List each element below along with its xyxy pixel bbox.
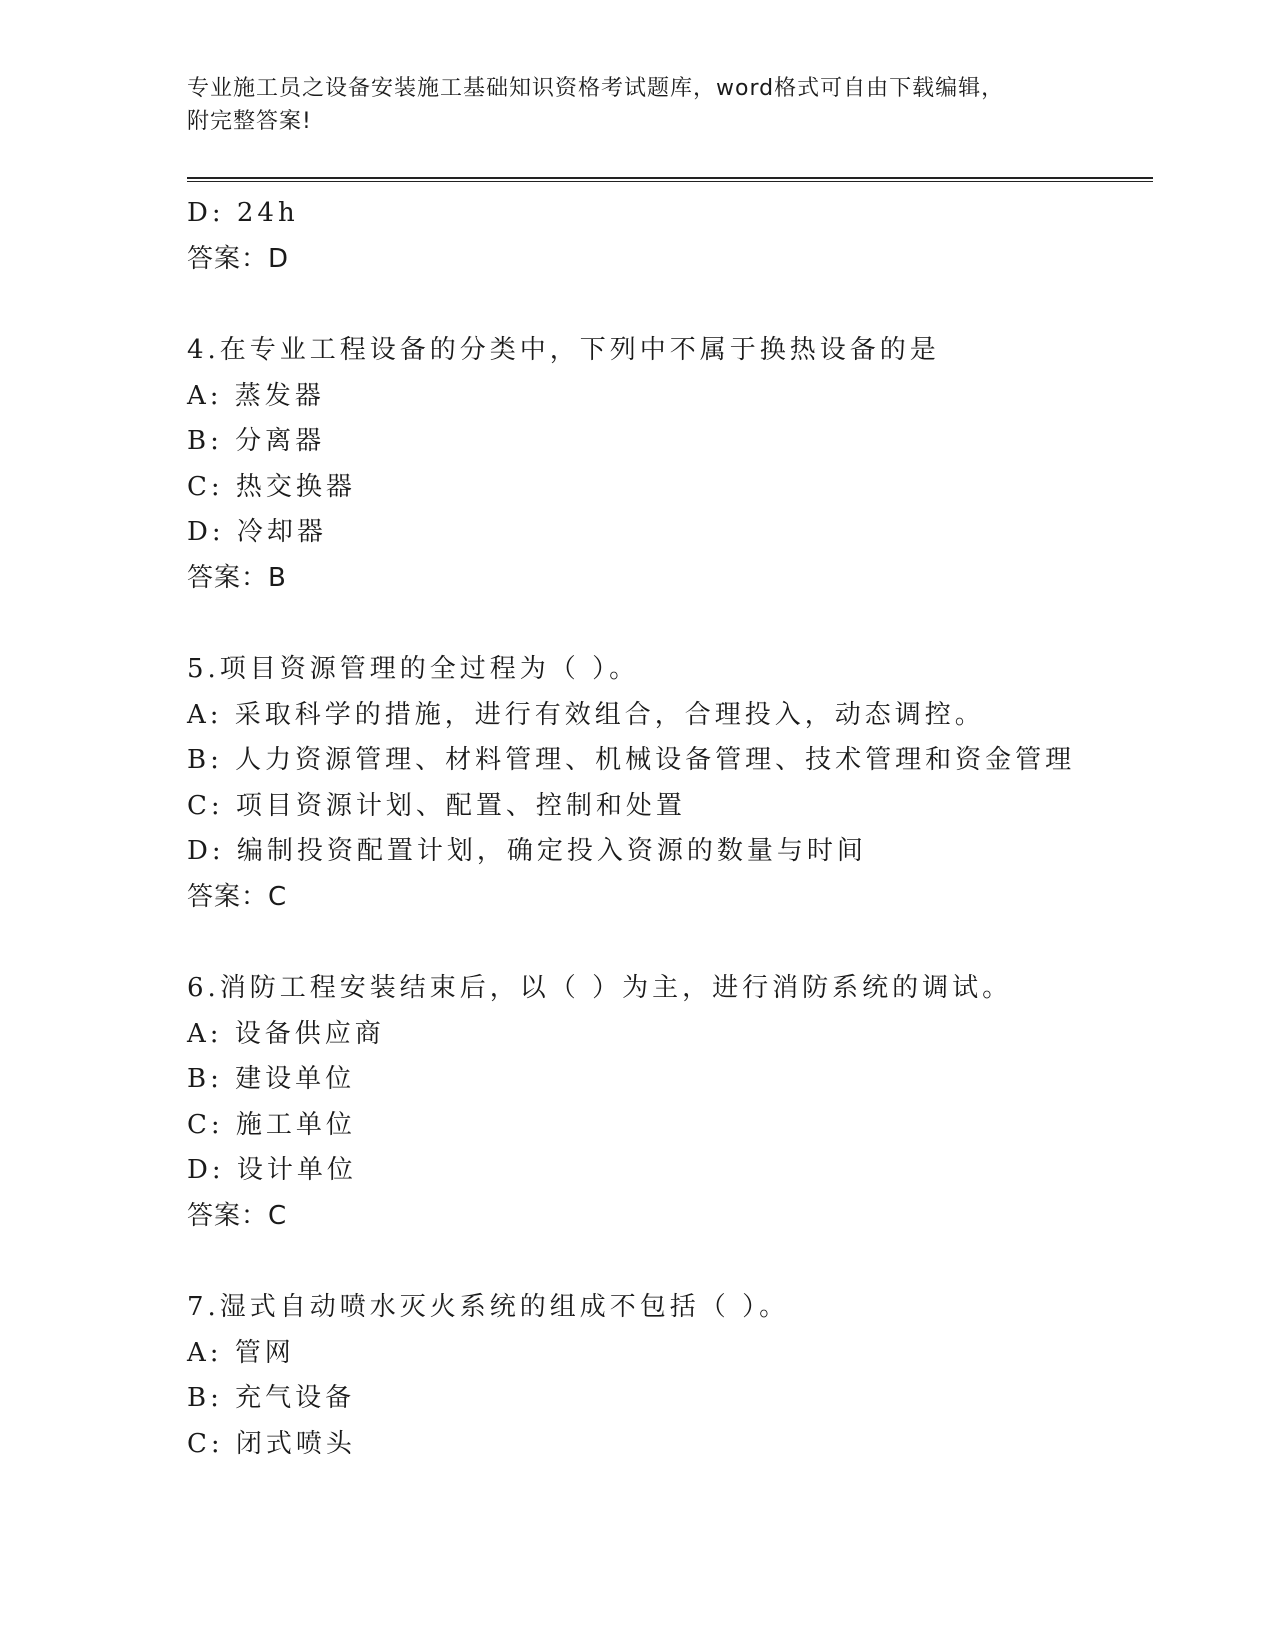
question-stem: 6.消防工程安装结束后，以（ ）为主，进行消防系统的调试。 (187, 973, 1013, 1003)
document-header (187, 72, 1087, 138)
spacer (187, 282, 1153, 328)
question-6 (187, 966, 1153, 1239)
header-line-2: 附完整答案! (187, 109, 312, 134)
option-c: C: 施工单位 (187, 1109, 356, 1140)
answer-line: 答案：B (187, 562, 287, 593)
option-b: B: 充气设备 (187, 1383, 356, 1413)
header-line-1: 专业施工员之设备安装施工基础知识资格考试题库，word格式可自由下载编辑， (187, 76, 1005, 101)
answer-line: 答案：C (187, 1200, 288, 1231)
question-5 (187, 647, 1153, 920)
option-a: A: 设备供应商 (187, 1018, 385, 1049)
header-divider (187, 177, 1153, 182)
option-d: D: 冷却器 (187, 517, 327, 547)
spacer (187, 920, 1153, 966)
question-stem: 5.项目资源管理的全过程为（ ）。 (187, 654, 640, 684)
option-b: B: 人力资源管理、材料管理、机械设备管理、技术管理和资金管理 (187, 745, 1076, 775)
option-d: D: 24h (187, 198, 299, 228)
option-a: A: 蒸发器 (187, 380, 325, 411)
answer-line: 答案：C (187, 881, 288, 912)
question-stem: 7.湿式自动喷水灭火系统的组成不包括（ ）。 (187, 1292, 790, 1322)
option-b: B: 分离器 (187, 426, 326, 456)
question-list (187, 191, 1153, 1467)
spacer (187, 1239, 1153, 1285)
option-d: D: 设计单位 (187, 1155, 357, 1185)
prev-question-tail (187, 191, 1153, 282)
answer-line: 答案：D (187, 243, 290, 274)
option-b: B: 建设单位 (187, 1064, 356, 1094)
option-c: C: 闭式喷头 (187, 1428, 356, 1459)
option-a: A: 管网 (187, 1337, 295, 1368)
option-d: D: 编制投资配置计划，确定投入资源的数量与时间 (187, 836, 867, 866)
spacer (187, 601, 1153, 647)
question-stem: 4.在专业工程设备的分类中，下列中不属于换热设备的是 (187, 335, 940, 365)
question-4 (187, 328, 1153, 601)
option-a: A: 采取科学的措施，进行有效组合，合理投入，动态调控。 (187, 699, 985, 730)
option-c: C: 热交换器 (187, 471, 356, 502)
option-c: C: 项目资源计划、配置、控制和处置 (187, 790, 686, 821)
question-7 (187, 1285, 1153, 1467)
